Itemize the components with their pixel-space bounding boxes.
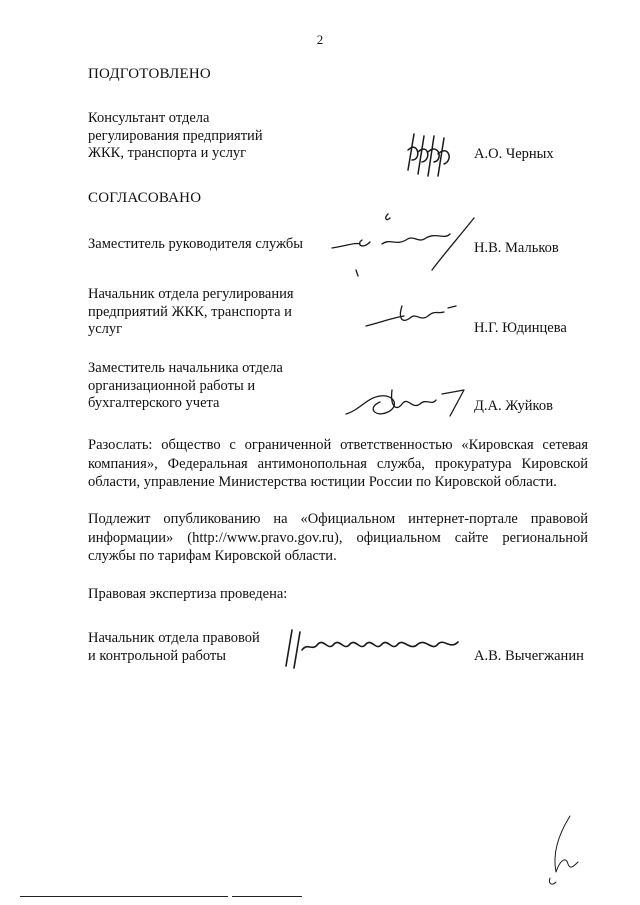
signer-position-2: Начальник отдела регулирования предприятий ЖКК, транспорта и услуг <box>88 286 294 337</box>
legal-review-statement: Правовая экспертиза проведена: <box>88 586 288 602</box>
signature-vychegzhanin <box>278 622 468 672</box>
signer-name-2: Н.Г. Юдинцева <box>474 320 567 336</box>
prepared-heading: ПОДГОТОВЛЕНО <box>88 66 211 82</box>
footer-rule-left <box>20 896 228 897</box>
prepared-position: Консультант отдела регулирования предприятий ЖКК, транспорта и услуг <box>88 110 263 161</box>
publication-paragraph: Подлежит опубликованию на «Официальном интернет-портале правовой информации» (http://www.pravo.gov.ru), официальном сайте региональной службы по тарифам Кировской области. <box>88 511 588 564</box>
signer-position-1: Заместитель руководителя службы <box>88 236 304 252</box>
prepared-name: А.О. Черных <box>474 146 554 162</box>
legal-review-position: Начальник отдела правовой и контрольной работы <box>88 630 260 664</box>
signer-name-1: Н.В. Мальков <box>474 240 559 256</box>
signer-position-3: Заместитель начальника отдела организационной работы и бухгалтерского учета <box>88 360 283 411</box>
footer-rule-right <box>232 896 302 897</box>
legal-review-name: А.В. Вычегжанин <box>474 648 584 664</box>
signature-zhuykov <box>336 376 476 426</box>
page-number: 2 <box>316 32 324 47</box>
signature-malkov <box>326 208 476 278</box>
approved-heading: СОГЛАСОВАНО <box>88 190 202 206</box>
signature-yudintseva <box>362 296 462 336</box>
distribution-paragraph: Разослать: общество с ограниченной ответственностью «Кировская сетевая компания», Федеральная антимонопольная служба, прокуратура Кировской области, управление Министерства юстиции России по Кировской области. <box>88 437 588 490</box>
margin-initials <box>530 812 600 892</box>
signature-chernykh <box>400 130 470 180</box>
signer-name-3: Д.А. Жуйков <box>474 398 553 414</box>
